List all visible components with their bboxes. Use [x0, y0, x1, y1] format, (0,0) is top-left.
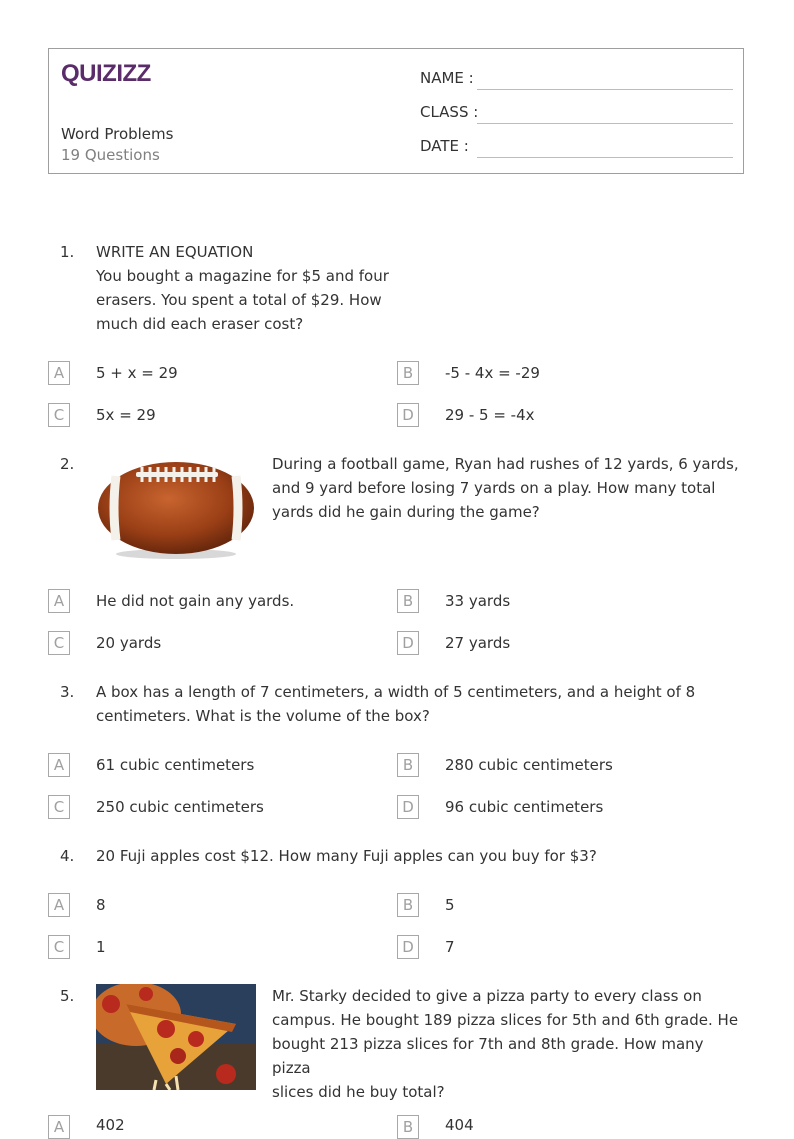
option-box-b[interactable]: B — [397, 361, 419, 385]
option-text: 20 yards — [96, 634, 162, 652]
class-line[interactable] — [477, 123, 733, 124]
question-line: centimeters. What is the volume of the box? — [96, 707, 430, 725]
question-text — [96, 680, 716, 728]
option-box-d[interactable]: D — [397, 935, 419, 959]
option-box-b[interactable]: B — [397, 589, 419, 613]
option-box-b[interactable]: B — [397, 1115, 419, 1139]
option-text: 1 — [96, 938, 106, 956]
class-label: CLASS : — [420, 103, 479, 121]
question-line: yards did he gain during the game? — [272, 503, 540, 521]
option-text: 250 cubic centimeters — [96, 798, 264, 816]
option-box-a[interactable]: A — [48, 361, 70, 385]
question-line: and 9 yard before losing 7 yards on a play. How many total — [272, 479, 716, 497]
question-number: 2. — [60, 455, 75, 473]
question-line: During a football game, Ryan had rushes of 12 yards, 6 yards, — [272, 455, 739, 473]
question-number: 4. — [60, 847, 75, 865]
name-line[interactable] — [477, 89, 733, 90]
option-box-c[interactable]: C — [48, 403, 70, 427]
pizza-image — [96, 984, 256, 1090]
option-text: -5 - 4x = -29 — [445, 364, 540, 382]
question-line: A box has a length of 7 centimeters, a width of 5 centimeters, and a height of 8 — [96, 683, 696, 701]
option-box-d[interactable]: D — [397, 403, 419, 427]
option-text: He did not gain any yards. — [96, 592, 295, 610]
option-box-c[interactable]: C — [48, 631, 70, 655]
option-box-b[interactable]: B — [397, 753, 419, 777]
option-box-d[interactable]: D — [397, 795, 419, 819]
option-box-a[interactable]: A — [48, 589, 70, 613]
question-line: campus. He bought 189 pizza slices for 5th and 6th grade. He — [272, 1011, 739, 1029]
option-box-c[interactable]: C — [48, 795, 70, 819]
question-number: 3. — [60, 683, 75, 701]
option-text: 96 cubic centimeters — [445, 798, 604, 816]
worksheet-header — [48, 48, 744, 174]
option-text: 61 cubic centimeters — [96, 756, 255, 774]
option-text: 402 — [96, 1116, 125, 1134]
option-text: 280 cubic centimeters — [445, 756, 613, 774]
date-line[interactable] — [477, 157, 733, 158]
option-box-b[interactable]: B — [397, 893, 419, 917]
question-text — [96, 844, 716, 868]
option-text: 29 - 5 = -4x — [445, 406, 535, 424]
question-text — [272, 452, 742, 524]
football-image — [96, 456, 256, 562]
question-line: bought 213 pizza slices for 7th and 8th grade. How many pizza — [272, 1035, 704, 1077]
question-line: much did each eraser cost? — [96, 315, 304, 333]
question-line: Mr. Starky decided to give a pizza party to every class on — [272, 987, 702, 1005]
option-text: 5x = 29 — [96, 406, 156, 424]
name-label: NAME : — [420, 69, 474, 87]
option-text: 7 — [445, 938, 455, 956]
worksheet-title: Word Problems — [61, 125, 174, 143]
svg-text:QUIZIZZ: QUIZIZZ — [61, 60, 151, 87]
question-line: erasers. You spent a total of $29. How — [96, 291, 382, 309]
question-heading: WRITE AN EQUATION — [96, 243, 254, 261]
option-box-c[interactable]: C — [48, 935, 70, 959]
question-text — [272, 984, 742, 1104]
question-count: 19 Questions — [61, 146, 160, 164]
question-text — [96, 240, 396, 336]
question-line: You bought a magazine for $5 and four — [96, 267, 389, 285]
option-box-a[interactable]: A — [48, 893, 70, 917]
question-line: slices did he buy total? — [272, 1083, 445, 1101]
question-line: 20 Fuji apples cost $12. How many Fuji apples can you buy for $3? — [96, 847, 597, 865]
question-number: 1. — [60, 243, 75, 261]
option-box-d[interactable]: D — [397, 631, 419, 655]
quizizz-logo — [61, 59, 153, 93]
option-box-a[interactable]: A — [48, 753, 70, 777]
option-text: 27 yards — [445, 634, 511, 652]
option-box-a[interactable]: A — [48, 1115, 70, 1139]
date-label: DATE : — [420, 137, 469, 155]
option-text: 33 yards — [445, 592, 511, 610]
option-text: 5 — [445, 896, 455, 914]
option-text: 8 — [96, 896, 106, 914]
option-text: 5 + x = 29 — [96, 364, 178, 382]
question-number: 5. — [60, 987, 75, 1005]
option-text: 404 — [445, 1116, 474, 1134]
